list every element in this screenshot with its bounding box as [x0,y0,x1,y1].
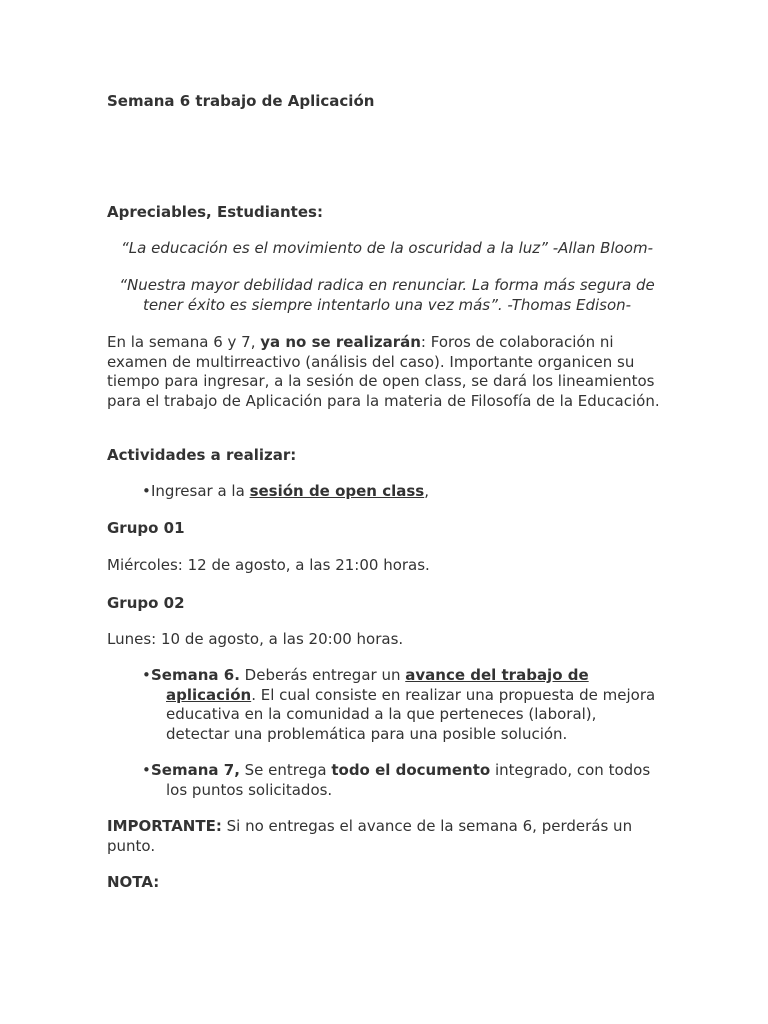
intro-bold: ya no se realizarán [260,333,421,351]
group2-schedule: Lunes: 10 de agosto, a las 20:00 horas. [107,630,404,648]
activities-heading: Actividades a realizar: [107,446,297,464]
intro-text-1: En la semana 6 y 7, [107,333,261,351]
semana6-text1: Deberás entregar un [239,666,406,684]
bullet1-suffix: , [424,482,429,500]
nota-heading: NOTA: [107,873,160,891]
intro-text-2: : Foros de colaboración ni examen de multirreactivo (análisis del caso). Importante organicen su tiempo para ingresar, a la sesión de open class, se dará los lineamientos para el trabajo de Aplicación para la materia de Filosofía de la Educación. [107,333,660,410]
group1-schedule: Miércoles: 12 de agosto, a las 21:00 horas. [107,556,430,574]
bullet-dot-icon: • [142,482,151,500]
semana6-bold: Semana 6. [151,666,240,684]
semana6-text2: . El cual consiste en realizar una propuesta de mejora [251,685,656,704]
group2-heading: Grupo 02 [107,594,185,612]
semana6-line3: educativa en la comunidad a la que perteneces (laboral), [166,705,597,723]
greeting: Apreciables, Estudiantes: [107,203,323,221]
semana7-text2: integrado, con todos [490,761,651,779]
semana7-bold2: todo el documento [331,761,491,779]
bullet-semana-7 [142,761,662,800]
avance-link-part2: aplicación [166,685,252,704]
document-title: Semana 6 trabajo de Aplicación [107,92,375,110]
quote-edison: “Nuestra mayor debilidad radica en renunciar. La forma más segura de tener éxito es siempre intentarlo una vez más”. -Thomas Edison- [119,276,655,314]
important-note [107,817,667,856]
semana6-line4: detectar una problemática para una posible solución. [166,724,568,743]
important-label: IMPORTANTE: [107,817,222,835]
semana7-line2: los puntos solicitados. [166,780,333,799]
bullet-dot-icon: • [142,666,151,684]
open-class-link[interactable]: sesión de open class [249,482,425,500]
semana7-text1: Se entrega [239,761,332,779]
bullet-dot-icon: • [142,761,151,779]
important-text: Si no entregas el avance de la semana 6, perderás un punto. [107,817,633,855]
semana7-bold: Semana 7, [151,761,240,779]
bullet-open-class [142,482,662,502]
bullet1-prefix: Ingresar a la [151,482,250,500]
group1-heading: Grupo 01 [107,519,185,537]
intro-paragraph [107,333,667,411]
bullet-semana-6 [142,666,662,744]
quote-bloom: “La educación es el movimiento de la oscuridad a la luz” -Allan Bloom- [120,239,654,257]
avance-link-part1: avance del trabajo de [405,666,589,684]
